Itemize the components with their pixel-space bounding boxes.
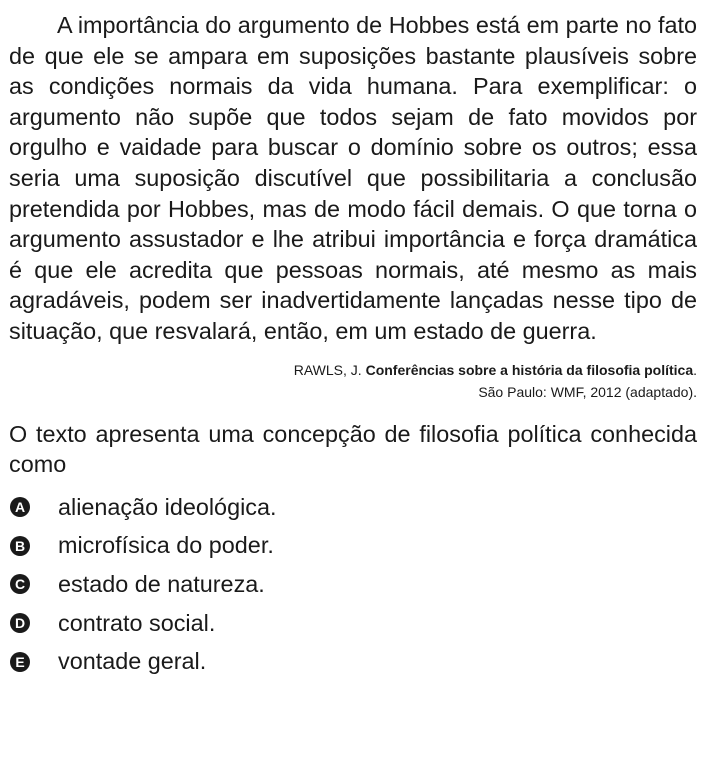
citation bbox=[9, 359, 697, 403]
citation-title-end: . bbox=[693, 361, 697, 378]
exam-question bbox=[9, 10, 697, 681]
answer-options bbox=[9, 488, 697, 681]
citation-title: Conferências sobre a história da filosofia política bbox=[365, 361, 694, 378]
option-d-text: contrato social. bbox=[58, 609, 216, 636]
option-a-text: alienação ideológica. bbox=[58, 493, 277, 520]
option-a-letter-badge: A bbox=[10, 497, 30, 517]
option-e[interactable] bbox=[9, 642, 697, 681]
question-stem: O texto apresenta uma concepção de filosofia política conhecida como bbox=[9, 420, 697, 478]
option-b-text: microfísica do poder. bbox=[58, 532, 274, 559]
option-a[interactable] bbox=[9, 488, 697, 527]
citation-line-1 bbox=[9, 359, 697, 381]
option-d[interactable] bbox=[9, 604, 697, 643]
option-b-letter-badge: B bbox=[10, 536, 30, 556]
option-c[interactable] bbox=[9, 565, 697, 604]
passage-text: A importância do argumento de Hobbes está em parte no fato de que ele se ampara em suposições bastante plausíveis sobre as condições normais da vida humana. Para exemplificar: o argumento não supõe que todos sejam de fato movidos por orgulho e vaidade para buscar o domínio sobre os outros; essa seria uma suposição discutível que possibilitaria a conclusão pretendida por Hobbes, mas de modo fácil demais. O que torna o argumento assustador e lhe atribui importância e força dramática é que ele acredita que pessoas normais, até mesmo as mais agradáveis, podem ser inadvertidamente lançadas nesse tipo de situação, que resvalará, então, em um estado de guerra. bbox=[9, 12, 697, 344]
citation-publisher: São Paulo: WMF, 2012 (adaptado). bbox=[478, 383, 697, 400]
option-e-letter-badge: E bbox=[10, 652, 30, 672]
option-c-text: estado de natureza. bbox=[58, 570, 265, 597]
option-c-letter-badge: C bbox=[10, 574, 30, 594]
citation-author: RAWLS, J. bbox=[293, 361, 366, 378]
option-d-letter-badge: D bbox=[10, 613, 30, 633]
option-b[interactable] bbox=[9, 526, 697, 565]
option-e-text: vontade geral. bbox=[58, 648, 207, 675]
